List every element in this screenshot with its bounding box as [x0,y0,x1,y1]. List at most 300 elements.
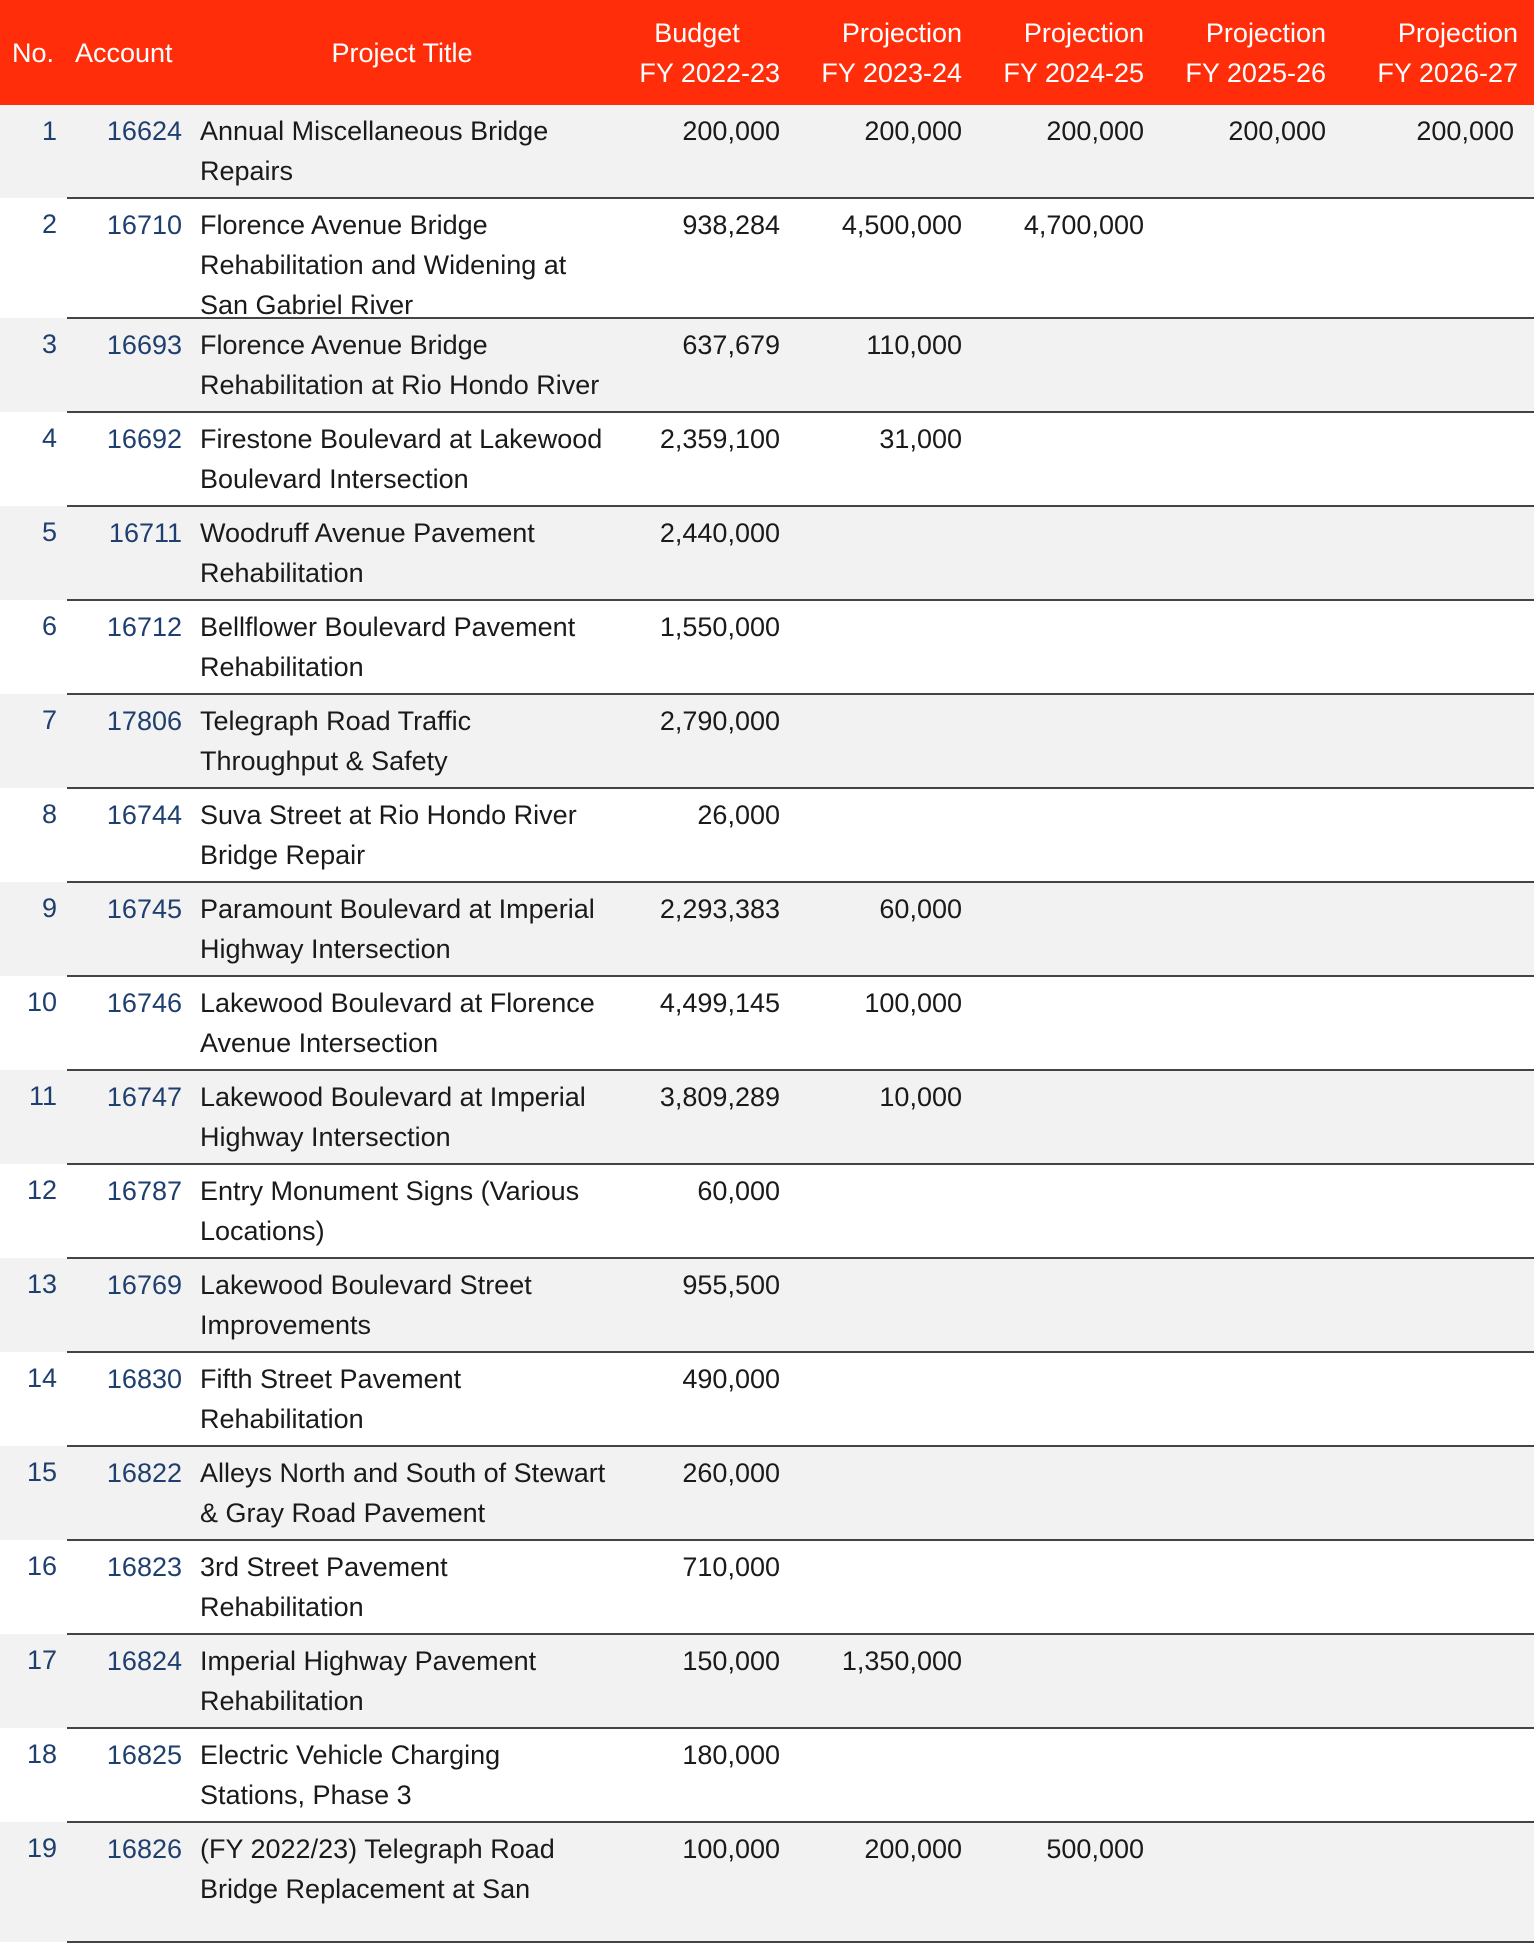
projection-fy2025-26: 200,000 [1228,116,1326,146]
header-budget-line2: FY 2022-23 [639,57,780,88]
budget-fy2022-23: 955,500 [682,1270,780,1300]
projection-fy2025-26 [1160,789,1326,881]
projection-fy2026-27-cell [1342,412,1534,506]
projection-fy2024-25-cell [978,1728,1160,1822]
table-row [0,600,1534,694]
project-title-cell [190,318,614,412]
projection-fy2023-24: 100,000 [864,988,962,1018]
account-number: 16747 [106,1082,182,1112]
table-row [0,1258,1534,1352]
projection-fy2023-24 [796,1259,962,1351]
projection-fy2025-26 [1160,1353,1326,1445]
table-body [0,105,1534,1942]
projection-fy2025-26-cell [1160,1728,1342,1822]
project-title-cell [190,506,614,600]
row-number-cell [0,976,67,1070]
projection-fy2024-25-cell [978,1070,1160,1164]
projection-fy2024-25 [978,507,1144,599]
account-number: 16824 [106,1646,182,1676]
projection-fy2025-26 [1160,1729,1326,1821]
account-number: 16710 [106,210,182,240]
budget-fy2022-23-cell [614,318,796,412]
budget-fy2022-23-cell [614,1634,796,1728]
project-title-cell [190,1164,614,1258]
projection-fy2025-26 [1160,1823,1326,1941]
budget-fy2022-23: 938,284 [682,210,780,240]
budget-fy2022-23-cell [614,412,796,506]
row-number-cell [0,318,67,412]
projection-fy2025-26 [1160,1165,1326,1257]
projection-fy2023-24-cell [796,788,978,882]
projection-fy2023-24-cell [796,198,978,318]
projection-fy2025-26 [1160,1071,1326,1163]
row-number: 6 [41,611,57,641]
projection-fy2025-26-cell [1160,506,1342,600]
project-title: Alleys North and South of Stewart & Gray Road Pavement [200,1458,606,1528]
projection-fy2024-25-cell [978,1446,1160,1540]
projection-fy2023-24 [796,695,962,787]
row-number-cell [0,1258,67,1352]
header-projection-fy2025-26 [1160,0,1342,105]
account-number-cell [67,506,190,600]
header-proj2-line2: FY 2024-25 [1003,57,1144,88]
projection-fy2024-25-cell [978,976,1160,1070]
row-number: 12 [26,1175,57,1205]
project-title: Electric Vehicle Charging Stations, Phase 3 [200,1740,501,1810]
project-title: Woodruff Avenue Pavement Rehabilitation [200,518,535,588]
table-row [0,1822,1534,1942]
projection-fy2026-27 [1342,789,1514,881]
row-number: 3 [41,329,57,359]
project-title-cell [190,412,614,506]
projection-fy2025-26-cell [1160,1070,1342,1164]
project-title: Florence Avenue Bridge Rehabilitation and Widening at San Gabriel River [200,210,567,320]
projection-fy2023-24: 10,000 [879,1082,962,1112]
projection-fy2024-25-cell [978,1352,1160,1446]
project-title-cell [190,105,614,198]
project-title-cell [190,1352,614,1446]
projection-fy2026-27-cell [1342,1540,1534,1634]
projection-fy2025-26-cell [1160,694,1342,788]
projection-fy2023-24-cell [796,1070,978,1164]
account-number-cell [67,1352,190,1446]
projection-fy2025-26 [1160,1635,1326,1727]
account-number: 16744 [106,800,182,830]
projection-fy2025-26-cell [1160,1446,1342,1540]
budget-fy2022-23: 2,790,000 [659,706,780,736]
projection-fy2023-24 [796,507,962,599]
row-number: 17 [26,1645,57,1675]
account-number-cell [67,788,190,882]
projection-fy2023-24 [796,1447,962,1539]
header-row [0,0,1534,105]
row-number-cell [0,694,67,788]
projection-fy2025-26 [1160,1541,1326,1633]
header-account: Account [67,0,190,105]
budget-fy2022-23: 260,000 [682,1458,780,1488]
project-title-cell [190,1634,614,1728]
projection-fy2024-25 [978,789,1144,881]
budget-fy2022-23-cell [614,976,796,1070]
projection-fy2023-24: 110,000 [866,330,962,360]
project-title: 3rd Street Pavement Rehabilitation [200,1552,448,1622]
header-proj4-line2: FY 2026-27 [1377,57,1518,88]
projection-fy2025-26 [1160,695,1326,787]
projection-fy2026-27 [1342,319,1514,411]
projection-fy2024-25 [978,883,1144,975]
projection-fy2025-26 [1160,977,1326,1069]
account-number-cell [67,976,190,1070]
budget-fy2022-23-cell [614,1070,796,1164]
project-title-cell [190,1258,614,1352]
project-title: Entry Monument Signs (Various Locations) [200,1176,580,1246]
budget-fy2022-23: 3,809,289 [659,1082,780,1112]
budget-fy2022-23: 1,550,000 [659,612,780,642]
table-row [0,976,1534,1070]
account-number: 16769 [106,1270,182,1300]
projection-fy2024-25-cell [978,105,1160,198]
projection-fy2026-27 [1342,413,1514,505]
header-no: No. [0,0,67,105]
projection-fy2023-24-cell [796,694,978,788]
projection-fy2026-27 [1342,1071,1514,1163]
account-number: 16823 [106,1552,182,1582]
projection-fy2024-25-cell [978,506,1160,600]
budget-fy2022-23-cell [614,694,796,788]
projection-fy2024-25: 200,000 [1046,116,1144,146]
projection-fy2026-27 [1342,1447,1514,1539]
projection-fy2025-26-cell [1160,198,1342,318]
projection-fy2025-26-cell [1160,105,1342,198]
projection-fy2025-26-cell [1160,1822,1342,1942]
budget-fy2022-23-cell [614,882,796,976]
projection-fy2024-25: 4,700,000 [1023,210,1144,240]
header-proj1-line2: FY 2023-24 [821,57,962,88]
projection-fy2025-26 [1160,1259,1326,1351]
projection-fy2026-27 [1342,199,1514,317]
row-number: 13 [26,1269,57,1299]
projection-fy2025-26 [1160,199,1326,317]
projection-fy2026-27-cell [1342,788,1534,882]
table-row [0,198,1534,318]
row-number: 15 [26,1457,57,1487]
projection-fy2025-26 [1160,1447,1326,1539]
budget-fy2022-23: 26,000 [697,800,780,830]
row-number: 5 [41,517,57,547]
account-number: 16825 [106,1740,182,1770]
project-title-cell [190,600,614,694]
projection-fy2026-27-cell [1342,694,1534,788]
projection-fy2024-25 [978,1447,1144,1539]
projection-fy2026-27 [1342,1635,1514,1727]
projection-fy2025-26-cell [1160,1352,1342,1446]
projection-fy2024-25-cell [978,198,1160,318]
projection-fy2026-27-cell [1342,318,1534,412]
projection-fy2025-26-cell [1160,1258,1342,1352]
project-title-cell [190,694,614,788]
projection-fy2023-24-cell [796,1634,978,1728]
projection-fy2024-25 [978,601,1144,693]
row-number-cell [0,1070,67,1164]
row-number-cell [0,1352,67,1446]
account-number-cell [67,1446,190,1540]
account-number-cell [67,105,190,198]
projection-fy2026-27-cell [1342,1164,1534,1258]
projection-fy2026-27 [1342,1729,1514,1821]
account-number-cell [67,198,190,318]
row-number-cell [0,198,67,318]
header-proj3-line2: FY 2025-26 [1185,57,1326,88]
projection-fy2023-24: 200,000 [864,1834,962,1864]
budget-fy2022-23: 490,000 [682,1364,780,1394]
table-row [0,318,1534,412]
projection-fy2024-25-cell [978,318,1160,412]
projection-fy2023-24: 1,350,000 [841,1646,962,1676]
project-title: Lakewood Boulevard at Florence Avenue Intersection [200,988,595,1058]
table-row [0,1540,1534,1634]
header-proj2-line1: Projection [1023,17,1144,48]
budget-fy2022-23: 200,000 [682,116,780,146]
projection-fy2023-24-cell [796,105,978,198]
projection-fy2023-24: 31,000 [879,424,962,454]
projection-fy2024-25-cell [978,882,1160,976]
projection-fy2026-27 [1342,507,1514,599]
budget-fy2022-23-cell [614,1822,796,1942]
budget-fy2022-23-cell [614,788,796,882]
projection-fy2023-24-cell [796,1822,978,1942]
projection-fy2024-25 [978,1259,1144,1351]
projection-fy2023-24 [796,601,962,693]
projection-fy2026-27 [1342,695,1514,787]
project-title-cell [190,882,614,976]
projection-fy2024-25-cell [978,412,1160,506]
row-number-cell [0,1634,67,1728]
projection-fy2023-24-cell [796,1352,978,1446]
projection-fy2025-26-cell [1160,976,1342,1070]
projection-fy2023-24: 60,000 [879,894,962,924]
row-number: 8 [41,799,57,829]
projection-fy2026-27-cell [1342,976,1534,1070]
project-title-cell [190,1540,614,1634]
row-number-cell [0,882,67,976]
table-row [0,506,1534,600]
row-number: 9 [41,893,57,923]
account-number-cell [67,1728,190,1822]
projection-fy2024-25-cell [978,788,1160,882]
account-number: 16745 [106,894,182,924]
project-title: Suva Street at Rio Hondo River Bridge Repair [200,800,577,870]
account-number: 16746 [106,988,182,1018]
row-number-cell [0,506,67,600]
project-title: Lakewood Boulevard at Imperial Highway Intersection [200,1082,586,1152]
projection-fy2026-27-cell [1342,198,1534,318]
projection-fy2025-26 [1160,883,1326,975]
budget-fy2022-23-cell [614,1728,796,1822]
row-number: 7 [41,705,57,735]
row-number: 14 [26,1363,57,1393]
projection-fy2024-25 [978,1541,1144,1633]
header-proj4-line1: Projection [1397,17,1518,48]
table-row [0,788,1534,882]
table-row [0,1070,1534,1164]
account-number: 16692 [106,424,182,454]
projection-fy2024-25-cell [978,1540,1160,1634]
row-number-cell [0,1164,67,1258]
table-row [0,1634,1534,1728]
projection-fy2025-26-cell [1160,318,1342,412]
table-row [0,882,1534,976]
row-number: 1 [41,116,57,146]
projection-fy2023-24-cell [796,1258,978,1352]
row-number-cell [0,1540,67,1634]
row-number-cell [0,105,67,198]
account-number-cell [67,1634,190,1728]
budget-fy2022-23-cell [614,506,796,600]
row-number-cell [0,788,67,882]
projection-fy2026-27 [1342,1541,1514,1633]
table-row [0,1728,1534,1822]
projection-fy2024-25 [978,1165,1144,1257]
projection-fy2023-24: 200,000 [864,116,962,146]
projection-fy2023-24-cell [796,882,978,976]
projection-fy2024-25 [978,1071,1144,1163]
account-number-cell [67,1070,190,1164]
project-title: (FY 2022/23) Telegraph Road Bridge Replacement at San [200,1834,555,1904]
account-number-cell [67,1258,190,1352]
projection-fy2026-27-cell [1342,1070,1534,1164]
project-title-cell [190,1070,614,1164]
projection-fy2026-27 [1342,977,1514,1069]
account-number: 16693 [106,330,182,360]
projection-fy2023-24 [796,1353,962,1445]
projection-fy2025-26-cell [1160,600,1342,694]
projection-fy2024-25: 500,000 [1046,1834,1144,1864]
project-title-cell [190,1822,614,1942]
project-title-cell [190,788,614,882]
projection-fy2025-26 [1160,507,1326,599]
projection-fy2026-27 [1342,601,1514,693]
row-number: 19 [26,1833,57,1863]
row-number: 16 [26,1551,57,1581]
projection-fy2026-27-cell [1342,882,1534,976]
table-row [0,694,1534,788]
project-title: Paramount Boulevard at Imperial Highway Intersection [200,894,595,964]
projection-fy2026-27-cell [1342,105,1534,198]
table-row [0,1446,1534,1540]
budget-fy2022-23: 100,000 [682,1834,780,1864]
header-projection-fy2023-24 [796,0,978,105]
projection-fy2024-25-cell [978,1822,1160,1942]
project-title-cell [190,198,614,318]
table-row [0,1352,1534,1446]
projection-fy2023-24 [796,1729,962,1821]
account-number-cell [67,600,190,694]
table-row [0,105,1534,198]
projection-fy2026-27: 200,000 [1416,116,1514,146]
projection-fy2024-25 [978,1635,1144,1727]
account-number: 17806 [106,706,182,736]
header-project-title: Project Title [190,0,614,105]
account-number: 16826 [106,1834,182,1864]
projection-fy2025-26-cell [1160,1540,1342,1634]
projection-fy2025-26 [1160,319,1326,411]
budget-fy2022-23-cell [614,1164,796,1258]
projection-fy2026-27-cell [1342,506,1534,600]
row-number: 18 [26,1739,57,1769]
account-number: 16624 [106,116,182,146]
budget-fy2022-23: 4,499,145 [659,988,780,1018]
projection-fy2026-27 [1342,1823,1514,1941]
table-row [0,1164,1534,1258]
row-number: 10 [26,987,57,1017]
projection-fy2025-26-cell [1160,1164,1342,1258]
project-title-cell [190,976,614,1070]
projection-fy2024-25 [978,695,1144,787]
projection-fy2023-24 [796,1541,962,1633]
projection-fy2024-25-cell [978,1258,1160,1352]
projection-fy2026-27-cell [1342,1634,1534,1728]
projection-fy2025-26-cell [1160,882,1342,976]
projection-fy2026-27-cell [1342,1446,1534,1540]
row-number-cell [0,1728,67,1822]
header-proj3-line1: Projection [1205,17,1326,48]
projection-fy2026-27 [1342,1353,1514,1445]
projection-fy2024-25-cell [978,694,1160,788]
account-number-cell [67,1540,190,1634]
projection-fy2023-24: 4,500,000 [841,210,962,240]
account-number-cell [67,694,190,788]
row-number: 2 [41,209,57,239]
budget-fy2022-23: 710,000 [682,1552,780,1582]
projection-fy2026-27 [1342,1165,1514,1257]
projection-fy2023-24-cell [796,506,978,600]
account-number-cell [67,412,190,506]
account-number: 16787 [106,1176,182,1206]
projection-fy2026-27-cell [1342,1822,1534,1942]
project-title: Lakewood Boulevard Street Improvements [200,1270,532,1340]
table-header [0,0,1534,105]
projection-fy2024-25 [978,319,1144,411]
account-number-cell [67,882,190,976]
projection-fy2026-27 [1342,1259,1514,1351]
header-projection-fy2026-27 [1342,0,1534,105]
projection-fy2025-26 [1160,601,1326,693]
header-budget-line1: Budget [654,17,740,48]
projection-fy2023-24-cell [796,976,978,1070]
projection-fy2023-24-cell [796,412,978,506]
projection-fy2025-26 [1160,413,1326,505]
budget-fy2022-23-cell [614,600,796,694]
budget-fy2022-23: 2,440,000 [659,518,780,548]
budget-fy2022-23-cell [614,1540,796,1634]
projection-fy2026-27-cell [1342,1258,1534,1352]
project-title: Annual Miscellaneous Bridge Repairs [200,116,549,186]
account-number-cell [67,1822,190,1942]
header-proj1-line1: Projection [841,17,962,48]
projection-fy2024-25 [978,413,1144,505]
header-projection-fy2024-25 [978,0,1160,105]
budget-fy2022-23: 2,359,100 [659,424,780,454]
project-title: Bellflower Boulevard Pavement Rehabilitation [200,612,576,682]
project-title: Telegraph Road Traffic Throughput & Safety [200,706,472,776]
account-number: 16711 [108,518,182,548]
account-number: 16822 [106,1458,182,1488]
account-number: 16712 [106,612,182,642]
budget-fy2022-23: 60,000 [697,1176,780,1206]
budget-fy2022-23: 180,000 [682,1740,780,1770]
row-number-cell [0,1446,67,1540]
projection-fy2025-26-cell [1160,412,1342,506]
